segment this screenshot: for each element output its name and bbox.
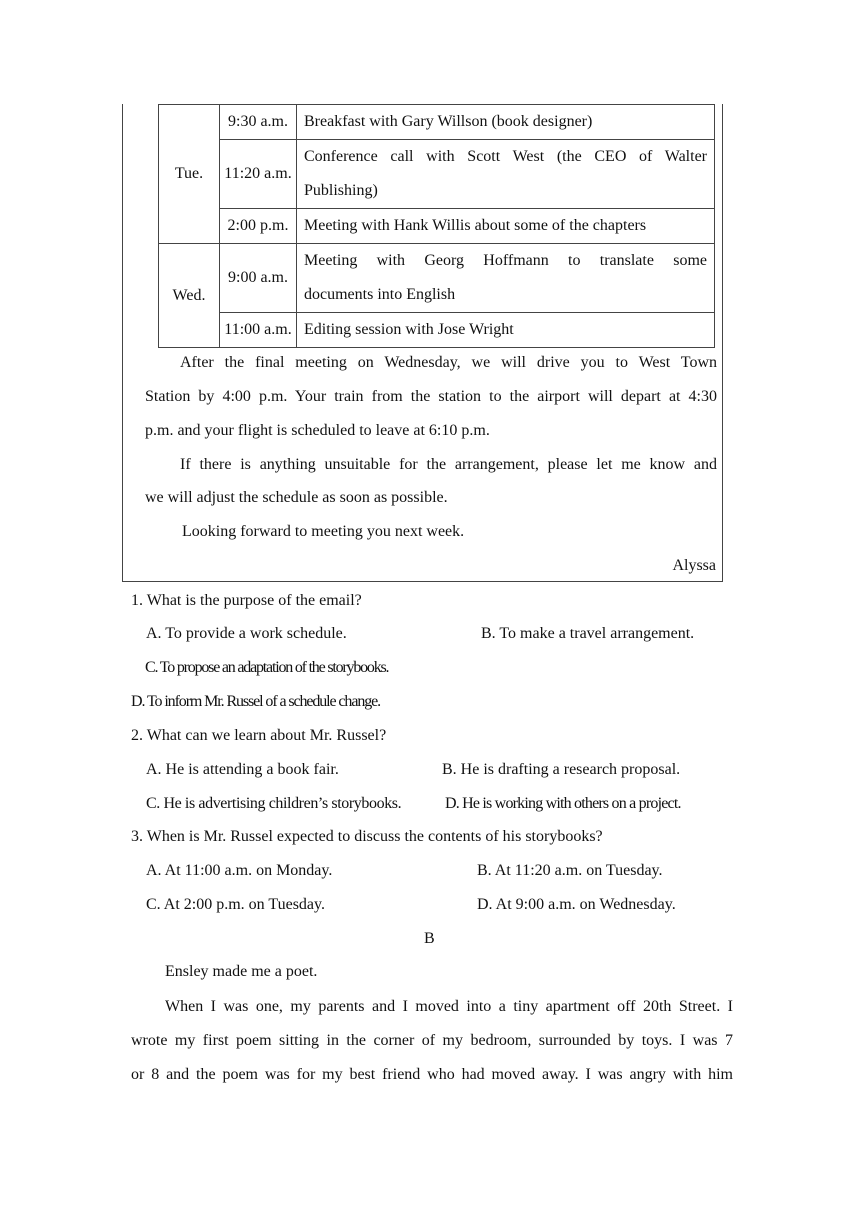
option-a: A. He is attending a book fair. — [146, 761, 339, 778]
table-row — [159, 313, 715, 348]
question-stem: 3. When is Mr. Russel expected to discuss the contents of his storybooks? — [131, 828, 603, 845]
email-paragraph-line: After the final meeting on Wednesday, we will drive you to West Town — [180, 354, 717, 371]
table-row — [159, 140, 715, 209]
table-row — [159, 105, 715, 140]
email-paragraph-line: p.m. and your flight is scheduled to leave at 6:10 p.m. — [145, 422, 490, 439]
option-d: D. At 9:00 a.m. on Wednesday. — [477, 896, 676, 913]
event-line: documents into English — [304, 286, 456, 303]
event-cell: Editing session with Jose Wright — [297, 313, 715, 348]
option-b: B. To make a travel arrangement. — [481, 625, 695, 642]
event-line: Conference call with Scott West (the CEO of Walter — [304, 148, 707, 165]
email-signature: Alyssa — [672, 557, 716, 574]
option-c: C. He is advertising children’s storybooks. — [146, 795, 402, 812]
event-cell: Meeting with Hank Willis about some of the chapters — [297, 209, 715, 244]
table-row — [159, 244, 715, 313]
day-cell: Wed. — [159, 244, 220, 348]
email-paragraph-line: Station by 4:00 p.m. Your train from the station to the airport will depart at 4:30 — [145, 388, 717, 405]
time-cell: 9:30 a.m. — [220, 105, 297, 140]
option-d: D. To inform Mr. Russel of a schedule change. — [131, 693, 381, 710]
passage-line: or 8 and the poem was for my best friend who had moved away. I was angry with him — [131, 1066, 733, 1083]
event-cell — [297, 244, 715, 313]
email-closing: Looking forward to meeting you next week. — [182, 523, 465, 540]
option-a: A. At 11:00 a.m. on Monday. — [146, 862, 333, 879]
time-cell: 9:00 a.m. — [220, 244, 297, 313]
event-line: Meeting with Georg Hoffmann to translate some — [304, 252, 707, 269]
option-b: B. At 11:20 a.m. on Tuesday. — [477, 862, 663, 879]
time-cell: 11:20 a.m. — [220, 140, 297, 209]
time-cell: 11:00 a.m. — [220, 313, 297, 348]
day-cell: Tue. — [159, 105, 220, 244]
event-cell — [297, 140, 715, 209]
email-paragraph-line: If there is anything unsuitable for the arrangement, please let me know and — [180, 456, 717, 473]
option-a: A. To provide a work schedule. — [146, 625, 347, 642]
option-d: D. He is working with others on a project. — [445, 795, 681, 812]
table-row — [159, 209, 715, 244]
passage-line: When I was one, my parents and I moved into a tiny apartment off 20th Street. I — [165, 998, 733, 1015]
passage-paragraph: Ensley made me a poet. — [165, 963, 318, 980]
option-c: C. At 2:00 p.m. on Tuesday. — [146, 896, 325, 913]
schedule-table — [158, 104, 715, 348]
option-b: B. He is drafting a research proposal. — [442, 761, 681, 778]
option-c: C. To propose an adaptation of the storybooks. — [145, 659, 389, 676]
time-cell: 2:00 p.m. — [220, 209, 297, 244]
question-stem: 2. What can we learn about Mr. Russel? — [131, 727, 387, 744]
passage-line: wrote my first poem sitting in the corner of my bedroom, surrounded by toys. I was 7 — [131, 1032, 733, 1049]
event-line: Publishing) — [304, 182, 378, 199]
section-heading: B — [424, 930, 435, 947]
question-stem: 1. What is the purpose of the email? — [131, 592, 362, 609]
email-paragraph-line: we will adjust the schedule as soon as possible. — [145, 489, 448, 506]
event-cell: Breakfast with Gary Willson (book designer) — [297, 105, 715, 140]
